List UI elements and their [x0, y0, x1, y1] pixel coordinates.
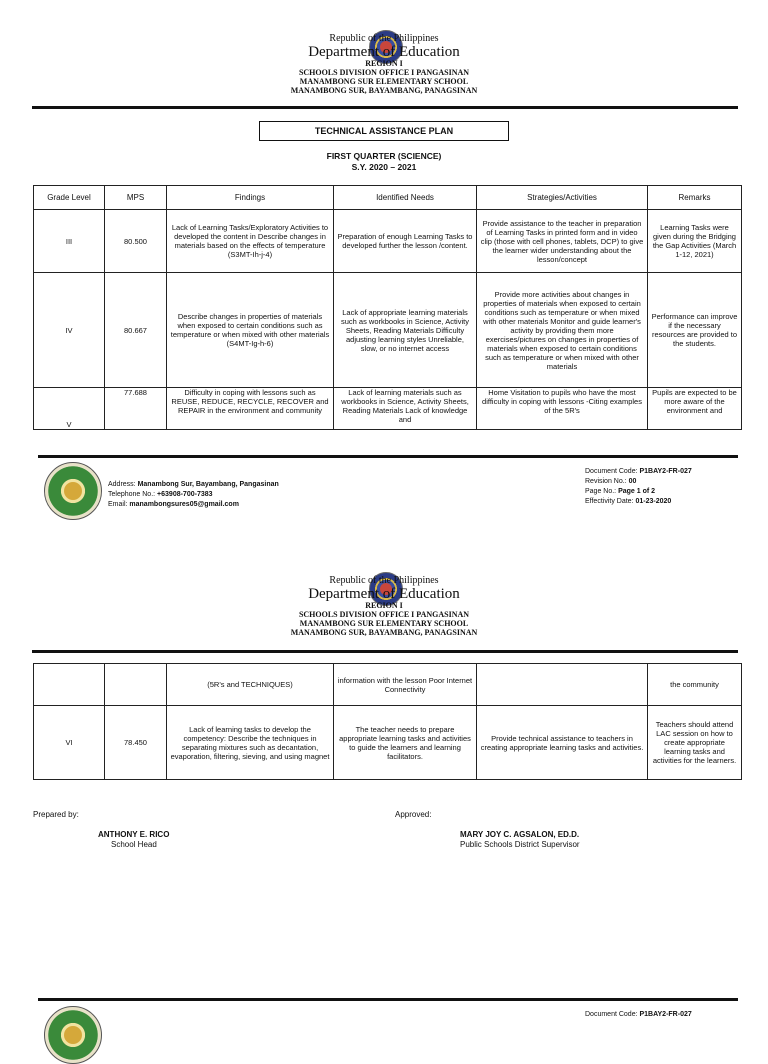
findings-cell: Lack of learning tasks to develop the competency: Describe the techniques in separating mixtures such as decantation, evaporation, filtering, sieving, and using magnet — [167, 706, 334, 780]
table-header-row — [34, 186, 742, 210]
mps-cell: 77.688 — [105, 388, 167, 430]
footer-doc-info — [585, 467, 692, 507]
effectivity-label: Effectivity Date: — [585, 498, 634, 505]
revision-value: 00 — [628, 478, 637, 485]
remarks-cell: Pupils are expected to be more aware of the environment and — [648, 388, 742, 430]
location-label: MANAMBONG SUR, BAYAMBANG, PANAGSINAN — [290, 86, 478, 95]
division-label: SCHOOLS DIVISION OFFICE I PANGASINAN — [298, 68, 470, 77]
mps-cell — [105, 664, 167, 706]
strategies-cell: Home Visitation to pupils who have the most difficulty in coping with lessons -Citing examples of the 5R's — [477, 388, 648, 430]
school-logo-icon — [44, 1006, 102, 1064]
remarks-cell: Learning Tasks were given during the Bridging the Gap Activities (March 1-12, 2021) — [648, 210, 742, 273]
table-row — [34, 273, 742, 388]
strategies-cell — [477, 664, 648, 706]
needs-cell: information with the lesson Poor Internet Connectivity — [334, 664, 477, 706]
findings-cell: Lack of Learning Tasks/Exploratory Activities to developed the content in Describe changes in materials based on the effects of temperature (S3MT-Ih-j-4) — [167, 210, 334, 273]
table-row — [34, 664, 742, 706]
col-header-mps: MPS — [105, 186, 167, 210]
telephone-value: +63908-700-7383 — [157, 491, 213, 498]
doc-code-label: Document Code: — [585, 1011, 638, 1018]
address-label: Address: — [108, 481, 136, 488]
grade-cell: VI — [34, 706, 105, 780]
school-year-label: S.Y. 2020 – 2021 — [351, 162, 417, 172]
department-label: Department of Education — [308, 586, 460, 602]
email-value: manambongsures05@gmail.com — [129, 501, 239, 508]
page2-header — [0, 575, 768, 637]
findings-cell: (5R's and TECHNIQUES) — [167, 664, 334, 706]
approved-label: Approved: — [395, 810, 432, 819]
region-label: REGION I — [365, 601, 403, 610]
doc-code-value: P1BAY2-FR-027 — [639, 468, 692, 475]
needs-cell: Lack of learning materials such as workbooks in Science, Activity Sheets, Reading Materials Lack of knowledge and — [334, 388, 477, 430]
effectivity-value: 01-23-2020 — [635, 498, 672, 505]
document-title: TECHNICAL ASSISTANCE PLAN — [259, 121, 509, 141]
remarks-cell: the community — [648, 664, 742, 706]
tap-table-page2 — [33, 663, 742, 780]
strategies-cell: Provide technical assistance to teachers in creating appropriate learning tasks and activities. — [477, 706, 648, 780]
table-row — [34, 706, 742, 780]
quarter-label: FIRST QUARTER (SCIENCE) — [326, 151, 442, 161]
footer-doc-info — [585, 1010, 692, 1020]
school-label: MANAMBONG SUR ELEMENTARY SCHOOL — [299, 619, 469, 628]
col-header-findings: Findings — [167, 186, 334, 210]
findings-cell: Describe changes in properties of materials when exposed to certain conditions such as temperature or when mixed with other materials (S4MT-Ig-h-6) — [167, 273, 334, 388]
table-row — [34, 388, 742, 430]
footer-divider — [38, 455, 738, 458]
table-row — [34, 210, 742, 273]
needs-cell: Preparation of enough Learning Tasks to developed further the lesson /content. — [334, 210, 477, 273]
header-divider — [32, 650, 738, 653]
approved-title: Public Schools District Supervisor — [460, 840, 580, 849]
col-header-strategies: Strategies/Activities — [477, 186, 648, 210]
remarks-cell: Performance can improve if the necessary resources are provided to the students. — [648, 273, 742, 388]
col-header-needs: Identified Needs — [334, 186, 477, 210]
findings-cell: Difficulty in coping with lessons such as REUSE, REDUCE, RECYCLE, RECOVER and REPAIR in the environment and community — [167, 388, 334, 430]
grade-cell — [34, 664, 105, 706]
needs-cell: Lack of appropriate learning materials such as workbooks in Science, Activity Sheets, Reading Materials Difficulty adjusting learning styles Unreliable, slow, or no internet access — [334, 273, 477, 388]
region-label: REGION I — [365, 59, 403, 68]
address-value: Manambong Sur, Bayambang, Pangasinan — [137, 481, 279, 488]
col-header-grade: Grade Level — [34, 186, 105, 210]
needs-cell: The teacher needs to prepare appropriate learning tasks and activities to guide the learners and learning facilitators. — [334, 706, 477, 780]
footer-divider — [38, 998, 738, 1001]
mps-cell: 78.450 — [105, 706, 167, 780]
header-divider — [32, 106, 738, 109]
republic-label: Republic of the Philippines — [329, 575, 439, 586]
page-value: Page 1 of 2 — [618, 488, 656, 495]
republic-label: Republic of the Philippines — [329, 33, 439, 44]
department-label: Department of Education — [308, 44, 460, 60]
doc-code-value: P1BAY2-FR-027 — [639, 1011, 692, 1018]
prepared-by-label: Prepared by: — [33, 810, 79, 819]
school-label: MANAMBONG SUR ELEMENTARY SCHOOL — [299, 77, 469, 86]
prepared-title: School Head — [111, 840, 157, 849]
telephone-label: Telephone No.: — [108, 491, 156, 498]
grade-cell: V — [34, 388, 105, 430]
strategies-cell: Provide more activities about changes in properties of materials when exposed to certain conditions such as temperature or when mixed with other materials Monitor and guide learner's activity by providing them more exercises/pictures on changes in properties of materials when exposed to certain conditions such as temperature or when mixed with other materials — [477, 273, 648, 388]
page1-header — [0, 33, 768, 95]
page-label: Page No.: — [585, 488, 617, 495]
strategies-cell: Provide assistance to the teacher in preparation of Learning Tasks in printed form and in video clip (those with cell phones, tablets, DCP) to give the learner wider understanding about the lesson/concept — [477, 210, 648, 273]
col-header-remarks: Remarks — [648, 186, 742, 210]
remarks-cell: Teachers should attend LAC session on how to create appropriate learning tasks and activities for the learners. — [648, 706, 742, 780]
grade-cell: IV — [34, 273, 105, 388]
revision-label: Revision No.: — [585, 478, 627, 485]
tap-table-page1 — [33, 185, 742, 430]
doc-code-label: Document Code: — [585, 468, 638, 475]
mps-cell: 80.667 — [105, 273, 167, 388]
division-label: SCHOOLS DIVISION OFFICE I PANGASINAN — [298, 610, 470, 619]
email-label: Email: — [108, 501, 128, 508]
school-logo-icon — [44, 462, 102, 520]
footer-contact — [108, 480, 279, 510]
location-label: MANAMBONG SUR, BAYAMBANG, PANAGSINAN — [290, 628, 478, 637]
approved-name: MARY JOY C. AGSALON, ED.D. — [460, 830, 580, 839]
mps-cell: 80.500 — [105, 210, 167, 273]
grade-cell: III — [34, 210, 105, 273]
prepared-name: ANTHONY E. RICO — [98, 830, 170, 839]
